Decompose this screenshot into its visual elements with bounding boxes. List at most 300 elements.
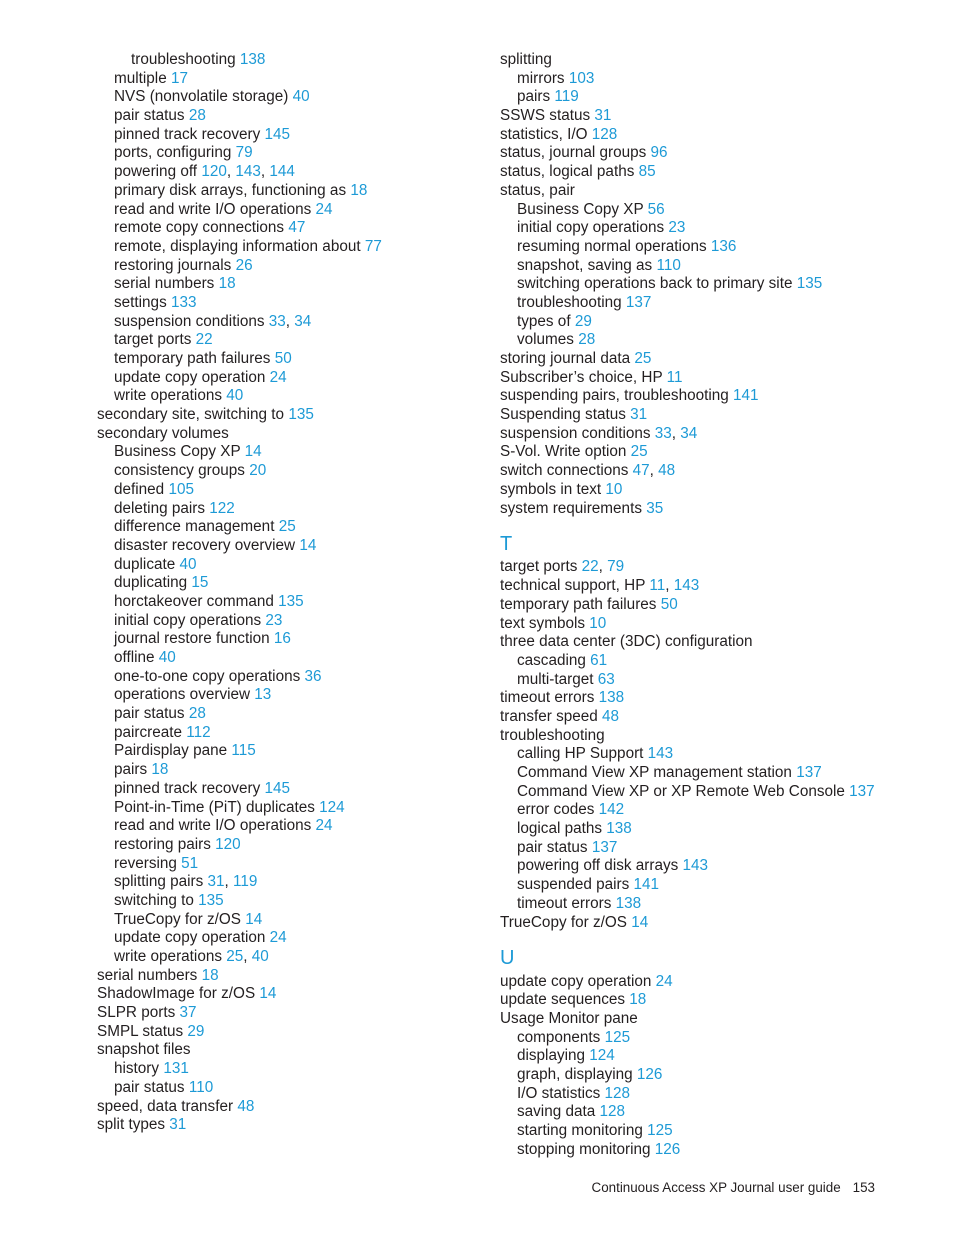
index-page-link[interactable]: 137	[849, 782, 875, 800]
index-page-link[interactable]: 24	[269, 368, 287, 386]
index-page-link[interactable]: 14	[631, 913, 649, 931]
index-term: Usage Monitor pane	[500, 1009, 638, 1027]
index-term: Point-in-Time (PiT) duplicates	[114, 798, 315, 816]
index-page-link[interactable]: 50	[274, 350, 292, 367]
index-subentry	[500, 70, 920, 89]
index-page-link[interactable]: 47	[288, 219, 306, 237]
index-page-link[interactable]: 77	[364, 237, 382, 255]
index-subentry	[97, 350, 477, 369]
index-page-link[interactable]: 40	[226, 387, 244, 405]
index-page-link[interactable]: 20	[249, 462, 267, 480]
index-entry	[500, 973, 920, 992]
index-subentry: splitting pairs 31, 119	[114, 873, 258, 891]
index-term: SLPR ports	[97, 1004, 176, 1022]
index-subentry	[500, 257, 920, 276]
index-page-link[interactable]: 110	[188, 1078, 214, 1096]
index-term: S-Vol. Write option	[500, 443, 627, 461]
index-subentry	[500, 764, 920, 783]
index-term: pair status	[114, 107, 185, 125]
index-term: one-to-one copy operations	[114, 667, 301, 685]
index-page-link[interactable]: 144	[269, 163, 295, 181]
index-term: Business Copy XP	[517, 200, 644, 218]
index-subentry	[500, 1029, 920, 1048]
index-entry	[500, 596, 920, 615]
index-page-link[interactable]: 22	[581, 558, 599, 576]
index-term: system requirements	[500, 499, 642, 517]
index-subentry	[97, 817, 477, 836]
index-page-link[interactable]: 128	[604, 1084, 631, 1102]
index-term: Pairdisplay pane	[114, 742, 228, 760]
index-page-link[interactable]: 63	[597, 670, 615, 688]
index-term: serial numbers	[97, 966, 198, 984]
index-sub-subentry	[97, 51, 477, 70]
index-page-link[interactable]: 135	[198, 891, 224, 909]
index-entry	[500, 163, 920, 182]
index-page-link[interactable]: 50	[660, 595, 678, 613]
index-page-link[interactable]: 14	[244, 443, 262, 461]
index-entry	[500, 387, 920, 406]
index-term: error codes	[517, 801, 595, 819]
index-term: powering off	[114, 163, 198, 181]
index-term: powering off disk arrays	[517, 857, 679, 875]
index-subentry	[97, 929, 477, 948]
index-page-link[interactable]: 128	[591, 125, 618, 143]
index-term: Command View XP management station	[517, 764, 792, 782]
index-subentry	[97, 331, 477, 350]
index-column-left	[97, 51, 477, 1135]
index-page-link[interactable]: 31	[207, 873, 225, 891]
index-term: switching to	[114, 891, 194, 909]
index-page-link[interactable]: 18	[218, 275, 236, 293]
index-term: I/O statistics	[517, 1084, 601, 1102]
index-subentry	[97, 107, 477, 126]
index-page-link[interactable]: 40	[158, 649, 176, 666]
index-page-link[interactable]: 126	[636, 1065, 663, 1083]
index-entry	[500, 500, 920, 519]
index-page-link[interactable]: 33	[268, 312, 286, 330]
index-entry	[500, 633, 920, 652]
index-term: serial numbers	[114, 275, 215, 293]
index-entry: technical support, HP 11, 143	[500, 577, 700, 595]
index-page-link[interactable]: 61	[590, 651, 608, 669]
index-subentry	[97, 686, 477, 705]
index-page-link[interactable]: 138	[615, 894, 642, 912]
index-page-link[interactable]: 18	[201, 966, 219, 984]
index-term: pinned track recovery	[114, 779, 261, 797]
index-subentry	[500, 219, 920, 238]
index-page-link[interactable]: 105	[168, 480, 194, 498]
index-term: SSWS status	[500, 107, 591, 125]
index-subentry	[97, 144, 477, 163]
index-page-link[interactable]: 18	[151, 761, 169, 779]
index-term: secondary volumes	[97, 424, 229, 442]
index-term: restoring pairs	[114, 835, 211, 853]
index-term: status, pair	[500, 181, 575, 199]
index-page-link[interactable]: 120	[215, 835, 241, 853]
index-entry: suspension conditions 33, 34	[500, 424, 698, 442]
index-page-link[interactable]: 25	[630, 443, 648, 461]
index-page-link[interactable]: 22	[195, 331, 213, 349]
index-subentry	[500, 238, 920, 257]
index-entry	[500, 406, 920, 425]
index-page-link[interactable]: 48	[602, 707, 620, 725]
index-term: pair status	[114, 705, 185, 723]
index-page-link[interactable]: 31	[630, 406, 648, 424]
index-subentry	[97, 1060, 477, 1079]
index-page-link[interactable]: 17	[170, 69, 188, 87]
index-term: journal restore function	[114, 630, 270, 648]
index-subentry	[97, 500, 477, 519]
index-page-link[interactable]: 24	[269, 929, 287, 947]
index-subentry	[500, 876, 920, 895]
index-page-link[interactable]: 14	[259, 985, 277, 1003]
index-subentry	[500, 1047, 920, 1066]
index-subentry	[97, 201, 477, 220]
index-term: pair status	[114, 1078, 185, 1096]
index-subentry: powering off 120, 143, 144	[114, 163, 295, 181]
index-term: SMPL status	[97, 1022, 184, 1040]
index-subentry	[97, 369, 477, 388]
index-term: target ports	[114, 331, 192, 349]
index-page-link[interactable]: 35	[646, 499, 664, 517]
index-term: update copy operation	[500, 972, 652, 990]
index-entry	[500, 350, 920, 369]
index-term: suspended pairs	[517, 876, 630, 894]
index-subentry	[97, 761, 477, 780]
index-entry	[500, 914, 920, 933]
index-term: remote copy connections	[114, 219, 285, 237]
index-page-link[interactable]: 96	[650, 144, 668, 162]
index-section-heading-u: U	[500, 947, 515, 970]
index-subentry	[97, 275, 477, 294]
index-term: troubleshooting	[131, 51, 236, 68]
index-subentry	[97, 462, 477, 481]
index-page-link[interactable]: 24	[315, 817, 333, 835]
index-entry	[500, 615, 920, 634]
index-page-link[interactable]: 16	[273, 630, 291, 648]
index-page-link[interactable]: 120	[201, 163, 227, 181]
index-term: disaster recovery overview	[114, 536, 296, 554]
index-page-link[interactable]: 56	[647, 200, 665, 218]
index-page-link[interactable]: 23	[668, 219, 686, 237]
index-page-link[interactable]: 136	[710, 237, 737, 255]
index-subentry	[97, 799, 477, 818]
index-subentry	[97, 518, 477, 537]
index-term: initial copy operations	[114, 611, 262, 629]
index-term: status, journal groups	[500, 144, 647, 162]
index-term: duplicating	[114, 574, 188, 592]
index-page-link[interactable]: 48	[658, 462, 676, 480]
index-page-link[interactable]: 40	[292, 88, 310, 106]
index-page-link[interactable]: 34	[294, 312, 312, 330]
index-subentry: write operations 25, 40	[114, 948, 269, 965]
index-term: timeout errors	[500, 689, 595, 707]
index-page-link[interactable]: 124	[319, 798, 345, 816]
index-term: write operations	[114, 948, 222, 965]
index-subentry	[500, 745, 920, 764]
index-page-link[interactable]: 137	[625, 293, 652, 311]
index-term: graph, displaying	[517, 1065, 633, 1083]
index-entry	[500, 708, 920, 727]
index-term: Subscriber’s choice, HP	[500, 368, 663, 386]
index-entry	[500, 144, 920, 163]
index-page-link[interactable]: 47	[632, 462, 650, 480]
index-subentry: suspension conditions 33, 34	[114, 312, 312, 330]
index-term: volumes	[517, 331, 574, 349]
index-subentry	[97, 612, 477, 631]
index-page-link[interactable]: 141	[733, 387, 759, 405]
index-page-link[interactable]: 24	[655, 972, 673, 990]
index-page-link[interactable]: 137	[796, 764, 822, 782]
index-page-link[interactable]: 112	[186, 723, 211, 741]
index-term: status, logical paths	[500, 163, 635, 181]
index-page-link[interactable]: 141	[633, 876, 660, 894]
index-page-link[interactable]: 29	[574, 312, 592, 330]
index-subentry	[97, 257, 477, 276]
index-term: deleting pairs	[114, 499, 205, 517]
index-term: suspension conditions	[114, 312, 265, 330]
index-page-link[interactable]: 25	[278, 518, 296, 536]
index-subentry	[500, 331, 920, 350]
index-term: offline	[114, 649, 155, 666]
index-page-link[interactable]: 33	[654, 424, 672, 442]
index-term: switching operations back to primary site	[517, 275, 793, 293]
index-entry	[97, 425, 477, 444]
index-subentry	[500, 294, 920, 313]
index-page-link[interactable]: 125	[604, 1028, 631, 1046]
index-entry	[500, 107, 920, 126]
index-page-link[interactable]: 51	[181, 854, 199, 872]
index-page-link[interactable]: 85	[638, 163, 656, 181]
index-term: remote, displaying information about	[114, 237, 361, 255]
index-subentry	[500, 801, 920, 820]
index-subentry	[97, 70, 477, 89]
index-term: NVS (nonvolatile storage)	[114, 88, 289, 106]
index-page-link[interactable]: 124	[589, 1047, 615, 1065]
index-term: pairs	[517, 88, 551, 106]
index-subentry	[97, 724, 477, 743]
index-page-link[interactable]: 143	[682, 857, 709, 875]
index-page-link[interactable]: 26	[235, 256, 253, 274]
index-term: split types	[97, 1116, 166, 1134]
index-term: TrueCopy for z/OS	[500, 913, 627, 931]
index-page-link[interactable]: 137	[591, 838, 618, 856]
index-page-link[interactable]: 25	[634, 350, 652, 367]
index-entry	[500, 727, 920, 746]
index-page-link[interactable]: 31	[169, 1116, 187, 1134]
index-page-link[interactable]: 143	[673, 577, 700, 595]
index-page-link[interactable]: 131	[163, 1060, 189, 1078]
index-entry	[97, 967, 477, 986]
index-term: defined	[114, 480, 165, 498]
index-term: speed, data transfer	[97, 1097, 234, 1115]
index-term: suspending pairs, troubleshooting	[500, 387, 729, 405]
footer-page-number: 153	[852, 1180, 875, 1195]
index-term: target ports	[500, 558, 578, 576]
index-subentry	[97, 1079, 477, 1098]
index-subentry	[500, 652, 920, 671]
index-term: temporary path failures	[114, 350, 271, 367]
index-page-link[interactable]: 15	[191, 574, 209, 592]
index-subentry	[97, 911, 477, 930]
index-page-link[interactable]: 13	[254, 686, 272, 704]
index-subentry	[97, 593, 477, 612]
index-subentry	[97, 219, 477, 238]
index-page-link[interactable]: 79	[607, 558, 625, 576]
index-term: initial copy operations	[517, 219, 665, 237]
index-page-link[interactable]: 79	[235, 144, 253, 162]
index-term: switch connections	[500, 462, 629, 480]
index-term: temporary path failures	[500, 595, 657, 613]
index-page-link[interactable]: 24	[315, 200, 333, 218]
index-page-link[interactable]: 122	[209, 499, 235, 517]
index-term: multi-target	[517, 670, 594, 688]
page-footer	[592, 1180, 875, 1196]
index-page-link[interactable]: 40	[179, 555, 197, 573]
index-term: ShadowImage for z/OS	[97, 985, 256, 1003]
index-page-link[interactable]: 125	[647, 1122, 673, 1140]
index-page-link[interactable]: 28	[188, 705, 206, 723]
index-page-link[interactable]: 23	[265, 611, 283, 629]
index-subentry	[97, 126, 477, 145]
index-term: Command View XP or XP Remote Web Console	[517, 782, 845, 800]
index-page-link[interactable]: 135	[288, 406, 314, 424]
index-page-link[interactable]: 11	[666, 368, 683, 386]
index-term: splitting pairs	[114, 873, 204, 891]
index-page-link[interactable]: 10	[589, 614, 607, 632]
index-subentry	[97, 836, 477, 855]
index-term: three data center (3DC) configuration	[500, 633, 753, 651]
index-term: snapshot, saving as	[517, 256, 653, 274]
index-page-link[interactable]: 11	[649, 577, 666, 595]
index-page-link[interactable]: 119	[233, 873, 258, 891]
index-page-link[interactable]: 135	[796, 275, 823, 293]
index-subentry	[97, 705, 477, 724]
index-page-link[interactable]: 14	[245, 910, 263, 928]
index-entry	[500, 481, 920, 500]
index-term: statistics, I/O	[500, 125, 588, 143]
index-term: horctakeover command	[114, 592, 274, 610]
index-term: components	[517, 1028, 601, 1046]
index-page-link[interactable]: 10	[605, 480, 623, 498]
index-page-link[interactable]: 28	[188, 107, 206, 125]
index-subentry	[500, 1122, 920, 1141]
index-page-link[interactable]: 18	[629, 991, 647, 1009]
index-term: read and write I/O operations	[114, 200, 312, 218]
index-subentry	[500, 1141, 920, 1160]
index-term: settings	[114, 293, 167, 311]
index-entry	[97, 1098, 477, 1117]
index-page-link[interactable]: 103	[568, 69, 595, 87]
index-page-link[interactable]: 133	[170, 293, 197, 311]
index-subentry	[500, 275, 920, 294]
index-subentry	[500, 1085, 920, 1104]
index-column-right	[500, 51, 920, 1159]
index-subentry	[97, 294, 477, 313]
index-entry	[97, 406, 477, 425]
index-page-link[interactable]: 145	[264, 779, 291, 797]
index-page-link[interactable]: 138	[598, 689, 625, 707]
index-page-link[interactable]: 145	[264, 125, 291, 143]
index-page-link[interactable]: 40	[251, 948, 269, 965]
index-subentry	[97, 630, 477, 649]
index-entry	[97, 985, 477, 1004]
index-page-link[interactable]: 138	[606, 820, 632, 838]
index-term: troubleshooting	[500, 726, 605, 744]
index-page-link[interactable]: 29	[187, 1022, 205, 1040]
index-term: storing journal data	[500, 350, 631, 367]
index-term: text symbols	[500, 614, 586, 632]
index-page-link[interactable]: 28	[578, 331, 596, 349]
index-page-link[interactable]: 119	[554, 88, 579, 106]
index-page-link[interactable]: 143	[235, 163, 261, 181]
index-page-link[interactable]: 115	[231, 742, 256, 760]
index-term: consistency groups	[114, 462, 245, 480]
index-term: write operations	[114, 387, 222, 405]
index-term: stopping monitoring	[517, 1140, 651, 1158]
index-page-link[interactable]: 25	[226, 948, 244, 965]
index-subentry	[97, 537, 477, 556]
index-subentry	[97, 88, 477, 107]
index-subentry	[97, 855, 477, 874]
index-entry	[500, 369, 920, 388]
index-subentry	[500, 1066, 920, 1085]
index-page-link[interactable]: 135	[278, 592, 304, 610]
index-page-link[interactable]: 31	[594, 107, 612, 125]
index-term: timeout errors	[517, 894, 612, 912]
index-page-link[interactable]: 142	[598, 801, 625, 819]
index-subentry	[500, 857, 920, 876]
index-subentry	[97, 387, 477, 406]
index-page-link[interactable]: 48	[237, 1097, 255, 1115]
index-page-link[interactable]: 143	[647, 745, 674, 763]
index-term: pinned track recovery	[114, 125, 261, 143]
index-page-link[interactable]: 14	[299, 536, 317, 554]
index-entry: target ports 22, 79	[500, 558, 625, 576]
index-subentry	[500, 783, 920, 802]
index-page-link[interactable]: 34	[680, 424, 698, 442]
index-term: symbols in text	[500, 480, 602, 498]
index-term: update copy operation	[114, 929, 266, 947]
index-term: calling HP Support	[517, 745, 644, 763]
index-term: pairs	[114, 761, 148, 779]
index-entry	[97, 1004, 477, 1023]
index-page-link[interactable]: 110	[656, 256, 681, 274]
index-term: TrueCopy for z/OS	[114, 910, 241, 928]
index-page-link[interactable]: 18	[350, 181, 368, 199]
index-section-heading-t: T	[500, 533, 513, 556]
index-page-link[interactable]: 138	[239, 51, 266, 68]
index-subentry	[500, 820, 920, 839]
index-page-link[interactable]: 37	[179, 1004, 197, 1022]
index-entry	[500, 182, 920, 201]
index-term: suspension conditions	[500, 424, 651, 442]
index-page-link[interactable]: 36	[304, 667, 322, 685]
index-term: troubleshooting	[517, 293, 622, 311]
index-entry	[500, 689, 920, 708]
index-subentry	[97, 238, 477, 257]
index-page-link[interactable]: 128	[599, 1103, 626, 1121]
index-entry	[500, 126, 920, 145]
index-entry	[97, 1116, 477, 1135]
index-page-link[interactable]: 126	[654, 1140, 681, 1158]
index-entry	[500, 443, 920, 462]
index-term: duplicate	[114, 555, 176, 573]
index-entry	[500, 991, 920, 1010]
index-term: types of	[517, 312, 571, 330]
index-subentry	[500, 671, 920, 690]
index-subentry	[97, 892, 477, 911]
